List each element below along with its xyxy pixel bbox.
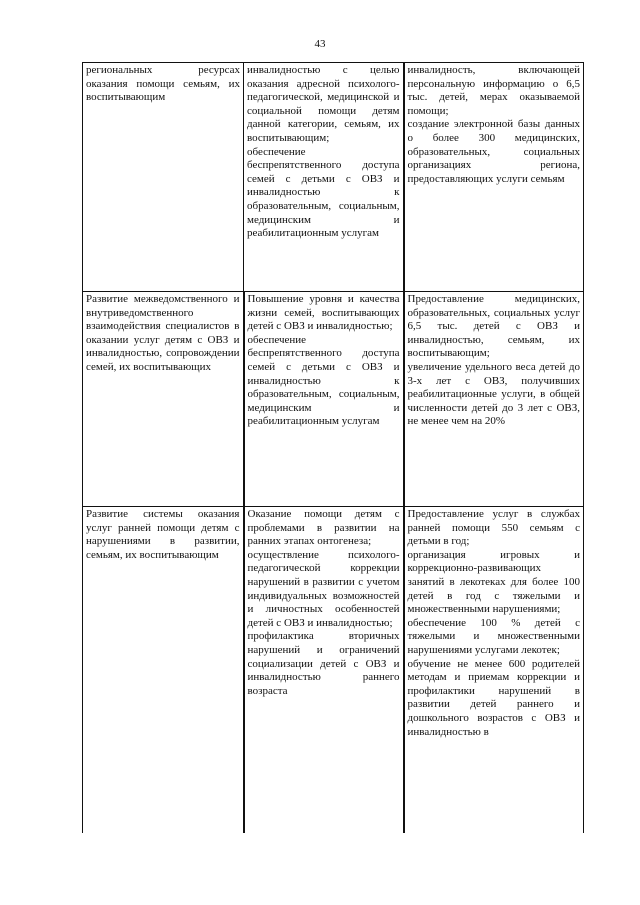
cell-text: Предоставление услуг в службах ранней помощи 550 семьям с детьми в год; организация игровых и коррекционно-развивающих занятий в лекотеках для более 100 детей в год с тяжелыми и множественными нарушениями; обеспечение 100 % детей с тяжелыми и множественными нарушениями услугами лекотек; обучение не менее 600 родителей методам и приемам коррекции и профилактики нарушений в развитии детей раннего и дошкольного возрастов с ОВЗ и инвалидностью в xyxy=(407,508,580,738)
table-cell-goal xyxy=(244,292,404,507)
table-cell-task xyxy=(83,63,244,292)
table-cell-task xyxy=(83,292,244,507)
table-cell-result xyxy=(404,63,584,292)
cell-text: Развитие межведомственного и внутриведомственного взаимодействия специалистов в оказании услуг детям с ОВЗ и инвалидностью, сопровождении семей, их воспитывающих xyxy=(86,293,240,373)
cell-text: Развитие системы оказания услуг ранней помощи детям с нарушениями в развитии, семьям, их воспитывающим xyxy=(86,508,240,561)
cell-text: Оказание помощи детям с проблемами в развитии на ранних этапах онтогенеза; осуществление психолого-педагогической коррекции нарушений в развитии с учетом индивидуальных возможностей и личностных особенностей детей с ОВЗ и инвалидностью; профилактика вторичных нарушений и ограничений социализации детей с ОВЗ и инвалидностью раннего возраста xyxy=(247,508,400,697)
table-cell-task xyxy=(83,507,244,834)
page-number: 43 xyxy=(314,38,326,50)
cell-text: инвалидность, включающей персональную информацию о 6,5 тыс. детей, мерах оказываемой помощи; создание электронной базы данных о более 300 медицинских, образовательных, социальных организациях региона, предоставляющих услуги семьям xyxy=(407,64,580,185)
measures-table xyxy=(82,62,584,833)
table-row xyxy=(83,507,584,834)
cell-text: региональных ресурсах оказания помощи семьям, их воспитывающим xyxy=(86,64,240,104)
cell-text: Предоставление медицинских, образовательных, социальных услуг 6,5 тыс. детей с ОВЗ и инвалидностью, семьям, их воспитывающим; увеличение удельного веса детей до 3-х лет с ОВЗ, получивших реабилитационные услуги, в общей численности детей до 3 лет с ОВЗ, не менее чем на 20% xyxy=(407,293,580,428)
table-cell-result xyxy=(404,292,584,507)
cell-text: Повышение уровня и качества жизни семей, воспитывающих детей с ОВЗ и инвалидностью; обеспечение беспрепятственного доступа семей с детьми с ОВЗ и инвалидностью к образовательным, социальным, медицинским и реабилитационным услугам xyxy=(247,293,400,428)
table-row xyxy=(83,63,584,292)
cell-text: инвалидностью с целью оказания адресной психолого-педагогической, медицинской и социальной помощи детям данной категории, семьям, их воспитывающим; обеспечение беспрепятственного доступа семей с детьми с ОВЗ и инвалидностью к образовательным, социальным, медицинским и реабилитационным услугам xyxy=(247,64,400,240)
table-cell-result xyxy=(404,507,584,834)
table-cell-goal xyxy=(244,63,404,292)
table-row xyxy=(83,292,584,507)
table-cell-goal xyxy=(244,507,404,834)
